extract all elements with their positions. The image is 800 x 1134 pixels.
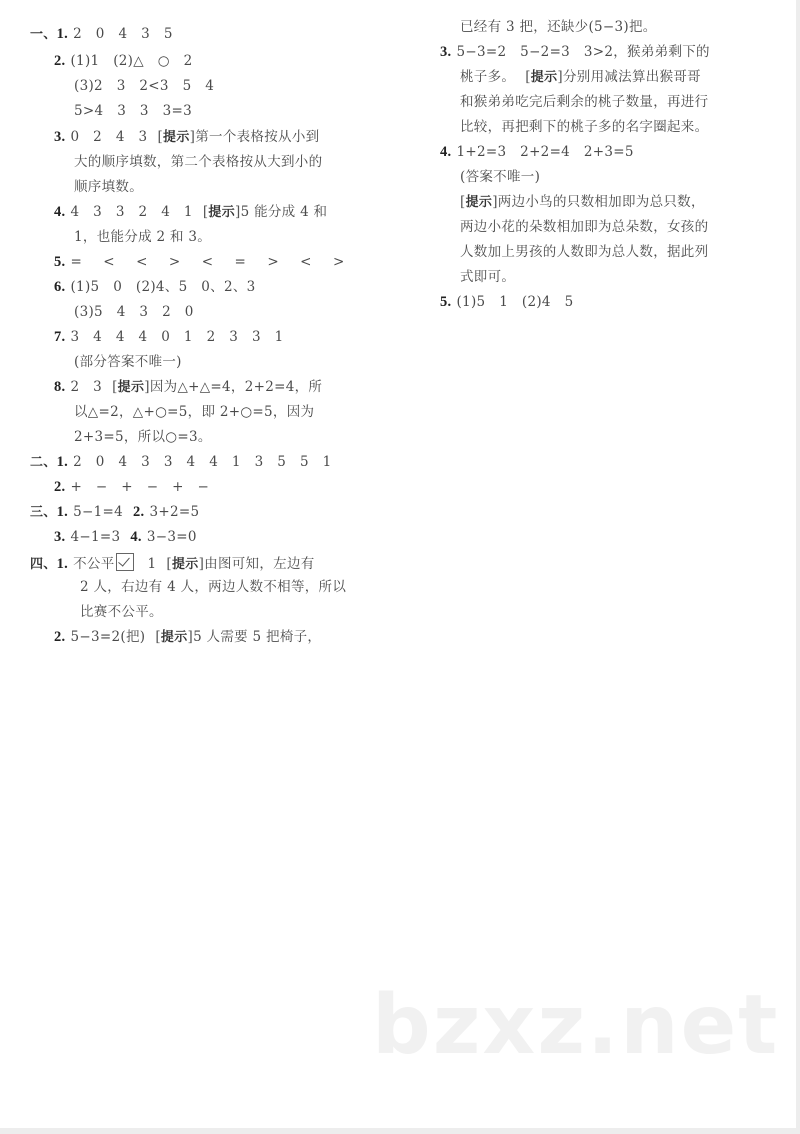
hint-line: 大的顺序填数，第二个表格按从大到小的	[74, 154, 323, 170]
answer-text: 不公平	[73, 556, 115, 572]
section-label: 三、	[30, 505, 57, 520]
hint-line: 和猴弟弟吃完后剩余的桃子数量，再进行	[460, 94, 709, 110]
question-number: 3.	[54, 129, 66, 145]
question-number: 4.	[54, 204, 66, 220]
question-number: 1.	[56, 556, 69, 572]
question-number: 1.	[56, 26, 69, 42]
answer-line: 桃子多。 [提示]分别用减法算出猴哥哥	[460, 69, 701, 85]
question-number: 1.	[56, 504, 69, 520]
hint-text: 由图可知，左边有	[204, 556, 315, 572]
answer-text: = < < > < = > < >	[70, 254, 349, 270]
question-number: 2.	[54, 53, 66, 69]
answer-text: 2 3	[70, 379, 103, 395]
hint-label: 提示	[163, 130, 190, 145]
watermark: bzxz.net	[372, 978, 780, 1073]
section-4-q1: 四、1. 不公平 1 [提示]由图可知，左边有	[30, 553, 315, 574]
answer-text: 5−3=2 5−2=3 3>2，猴弟弟剩下的	[456, 44, 710, 60]
answer-note: (答案不唯一)	[460, 169, 541, 185]
question-number: 2.	[132, 504, 145, 520]
answer-text: 2 0 4 3 3 4 4 1 3 5 5 1	[73, 454, 332, 470]
section-1-q1	[30, 25, 173, 44]
answer-line: 5>4 3 3 3=3	[74, 103, 192, 119]
section-4-q4	[440, 143, 634, 161]
question-number: 1.	[56, 454, 69, 470]
question-number: 3.	[440, 44, 452, 60]
section-1-q3: 3. 0 2 4 3 [提示]第一个表格按从小到	[54, 129, 320, 145]
answer-note: (部分答案不唯一)	[74, 354, 182, 370]
hint-text: 分别用减法算出猴哥哥	[562, 69, 701, 85]
hint-line: 2 人，右边有 4 人，两边人数不相等，所以	[80, 579, 347, 595]
hint-line: [提示]两边小鸟的只数相加即为总只数，	[460, 194, 705, 210]
section-label: 一、	[30, 27, 57, 42]
hint-label: 提示	[208, 205, 236, 220]
hint-label: 提示	[160, 630, 188, 645]
hint-text: 第一个表格按从小到	[195, 129, 320, 145]
section-1-q8: 8. 2 3 [提示]因为△+△=4，2+2=4，所	[54, 379, 323, 395]
question-number: 2.	[54, 629, 66, 645]
question-number: 5.	[54, 254, 66, 270]
section-label: 四、	[30, 557, 57, 572]
answer-text: 3+2=5	[149, 504, 200, 520]
hint-text: 5 能分成 4 和	[240, 204, 328, 220]
answer-text: 1	[147, 556, 157, 572]
hint-line: 以△=2，△+○=5，即 2+○=5，因为	[74, 404, 315, 420]
answer-text: (1)5 1 (2)4 5	[456, 294, 574, 310]
answer-text: 3−3=0	[146, 529, 197, 545]
hint-text: 两边小鸟的只数相加即为总只数，	[497, 194, 705, 210]
section-2-q2	[54, 478, 209, 496]
question-number: 4.	[440, 144, 452, 160]
question-number: 6.	[54, 279, 66, 295]
question-number: 2.	[54, 479, 66, 495]
section-1-q4: 4. 4 3 3 2 4 1 [提示]5 能分成 4 和	[54, 204, 328, 220]
answer-line: (3)5 4 3 2 0	[74, 304, 194, 320]
question-number: 7.	[54, 329, 66, 345]
section-1-q5	[54, 253, 348, 271]
answer-text: (1)1 (2)△ ○ 2	[70, 53, 193, 69]
hint-label: 提示	[530, 70, 558, 85]
section-label: 二、	[30, 455, 57, 470]
answer-line: (3)2 3 2<3 5 4	[74, 78, 215, 94]
hint-line: 1，也能分成 2 和 3。	[74, 229, 212, 245]
hint-text: 5 人需要 5 把椅子，	[193, 629, 322, 645]
answer-text: 桃子多。	[460, 69, 516, 85]
section-1-q7	[54, 328, 284, 346]
section-2-q1	[30, 453, 332, 472]
hint-line: 比赛不公平。	[80, 604, 163, 620]
answer-text: 4 3 3 2 4 1	[70, 204, 193, 220]
answer-text: 4−1=3	[70, 529, 121, 545]
answer-text: 0 2 4 3	[70, 129, 148, 145]
answer-text: (1)5 0 (2)4、5 0、2、3	[70, 279, 256, 295]
question-number: 4.	[130, 529, 142, 545]
hint-line: 顺序填数。	[74, 179, 143, 195]
answer-text: 2 0 4 3 5	[73, 26, 173, 42]
hint-label: 提示	[465, 195, 493, 210]
checkmark-box-icon	[116, 553, 134, 571]
section-4-q5	[440, 293, 574, 311]
section-3-row2	[54, 528, 197, 546]
hint-line: 2+3=5，所以○=3。	[74, 429, 212, 445]
hint-line: 人数加上男孩的人数即为总人数，据此列	[460, 244, 709, 260]
question-number: 3.	[54, 529, 66, 545]
hint-text: 因为△+△=4，2+2=4，所	[149, 379, 323, 395]
hint-line: 式即可。	[460, 269, 516, 285]
hint-line: 两边小花的朵数相加即为总朵数，女孩的	[460, 219, 709, 235]
section-3-row1	[30, 503, 199, 522]
section-1-q2	[54, 52, 192, 70]
answer-text: + − + − + −	[70, 479, 210, 495]
section-1-q6	[54, 278, 256, 296]
section-4-q2-continued: 已经有 3 把，还缺少(5−3)把。	[460, 19, 657, 35]
answer-text: 1+2=3 2+2=4 2+3=5	[456, 144, 634, 160]
question-number: 8.	[54, 379, 66, 395]
hint-label: 提示	[117, 380, 145, 395]
answer-text: 3 4 4 4 0 1 2 3 3 1	[70, 329, 284, 345]
hint-label: 提示	[171, 557, 199, 572]
answer-text: 5−1=4	[73, 504, 123, 520]
question-number: 5.	[440, 294, 452, 310]
answer-text: 5−3=2(把)	[70, 629, 146, 645]
section-4-q2: 2. 5−3=2(把) [提示]5 人需要 5 把椅子，	[54, 629, 322, 645]
section-4-q3	[440, 43, 710, 61]
hint-line: 比较，再把剩下的桃子多的名字圈起来。	[460, 119, 709, 135]
